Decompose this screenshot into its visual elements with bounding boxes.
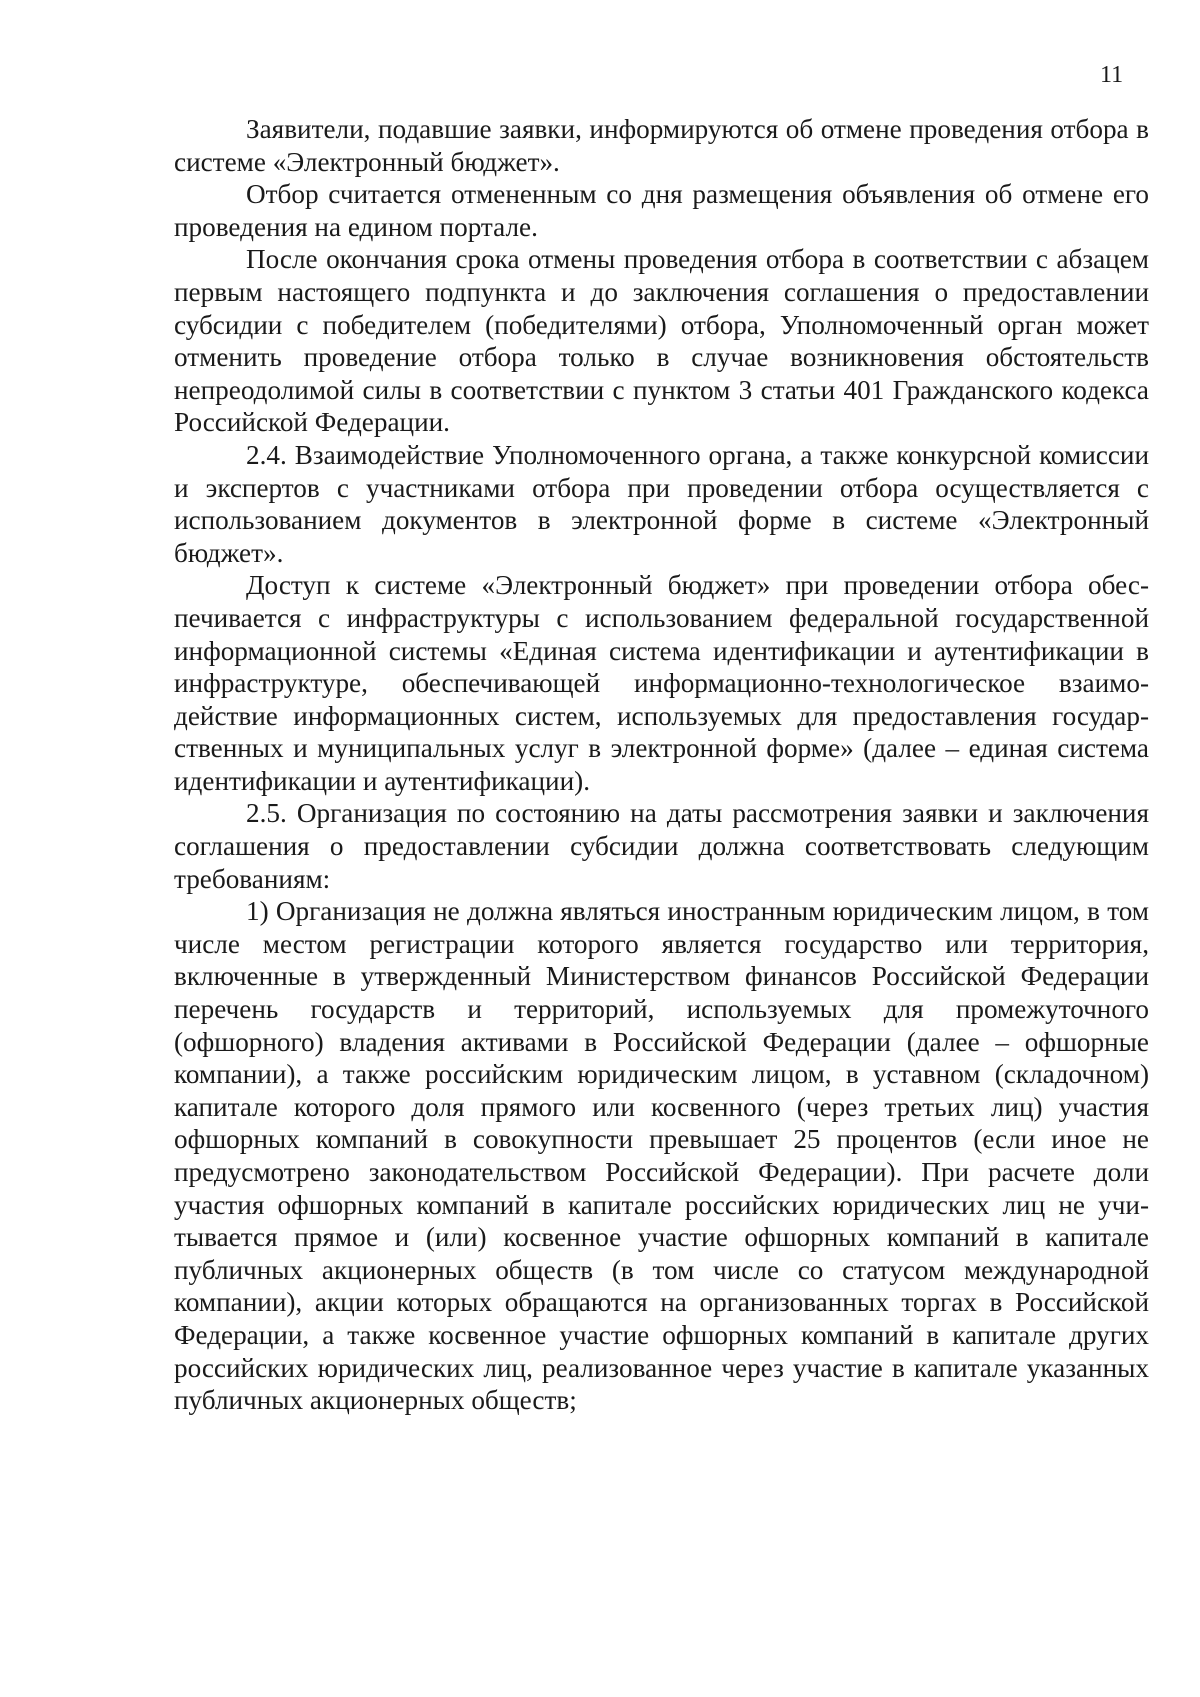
paragraph: Доступ к системе «Электронный бюджет» при проведении отбора обеспечивается с инфраструктуры с использованием федеральной государственной информационной системы «Единая система идентификации и аутентификации в инфраструктуре, обеспечивающей информационно-технологическое взаимодействие информационных систем, используемых для предоставления государственных и муниципальных услуг в электронной форме» (далее – единая система идентификации и аутентификации). [174, 570, 1149, 796]
paragraph: После окончания срока отмены проведения отбора в соответствии с абзацем первым настоящего подпункта и до заключения соглашения о предоставлении субсидии с победителем (победителями) отбора, Уполномоченный орган может отменить проведение отбора только в случае возникновения обстоятельств непреодолимой силы в соответствии с пунктом 3 статьи 401 Гражданского кодекса Российской Федерации. [174, 244, 1149, 438]
document-body [174, 113, 1149, 1417]
paragraph: Заявители, подавшие заявки, информируются об отмене проведения отбора в системе «Электронный бюджет». [174, 114, 1149, 177]
paragraph: 1) Организация не должна являться иностранным юридическим лицом, в том числе местом регистрации которого является государство или территория, включенные в утвержденный Министерством финансов Российской Федерации перечень государств и территорий, используемых для промежуточного (офшорного) владения активами в Российской Федерации (далее – офшорные компании), а также российским юридическим лицом, в уставном (складочном) капитале которого доля прямого или косвенного (через третьих лиц) участия офшорных компаний в совокупности превышает 25 процентов (если иное не предусмотрено законодательством Российской Федерации). При расчете доли участия офшорных компаний в капитале российских юридических лиц не учитывается прямое и (или) косвенное участие офшорных компаний в капитале публичных акционерных обществ (в том числе со статусом международной компании), акции которых обращаются на организованных торгах в Российской Федерации, а также косвенное участие офшорных компаний в капитале других российских юридических лиц, реализованное через участие в капитале указанных публичных акционерных обществ; [174, 896, 1149, 1416]
paragraph: Отбор считается отмененным со дня размещения объявления об отмене его проведения на едином портале. [174, 179, 1149, 242]
paragraph: 2.4. Взаимодействие Уполномоченного органа, а также конкурсной комиссии и экспертов с участниками отбора при проведении отбора осуществляется с использованием документов в электронной форме в системе «Электронный бюджет». [174, 439, 1149, 568]
paragraph: 2.5. Организация по состоянию на даты рассмотрения заявки и заключения соглашения о предоставлении субсидии должна соответствовать следующим требованиям: [174, 798, 1149, 894]
page-number: 11 [1100, 62, 1124, 88]
